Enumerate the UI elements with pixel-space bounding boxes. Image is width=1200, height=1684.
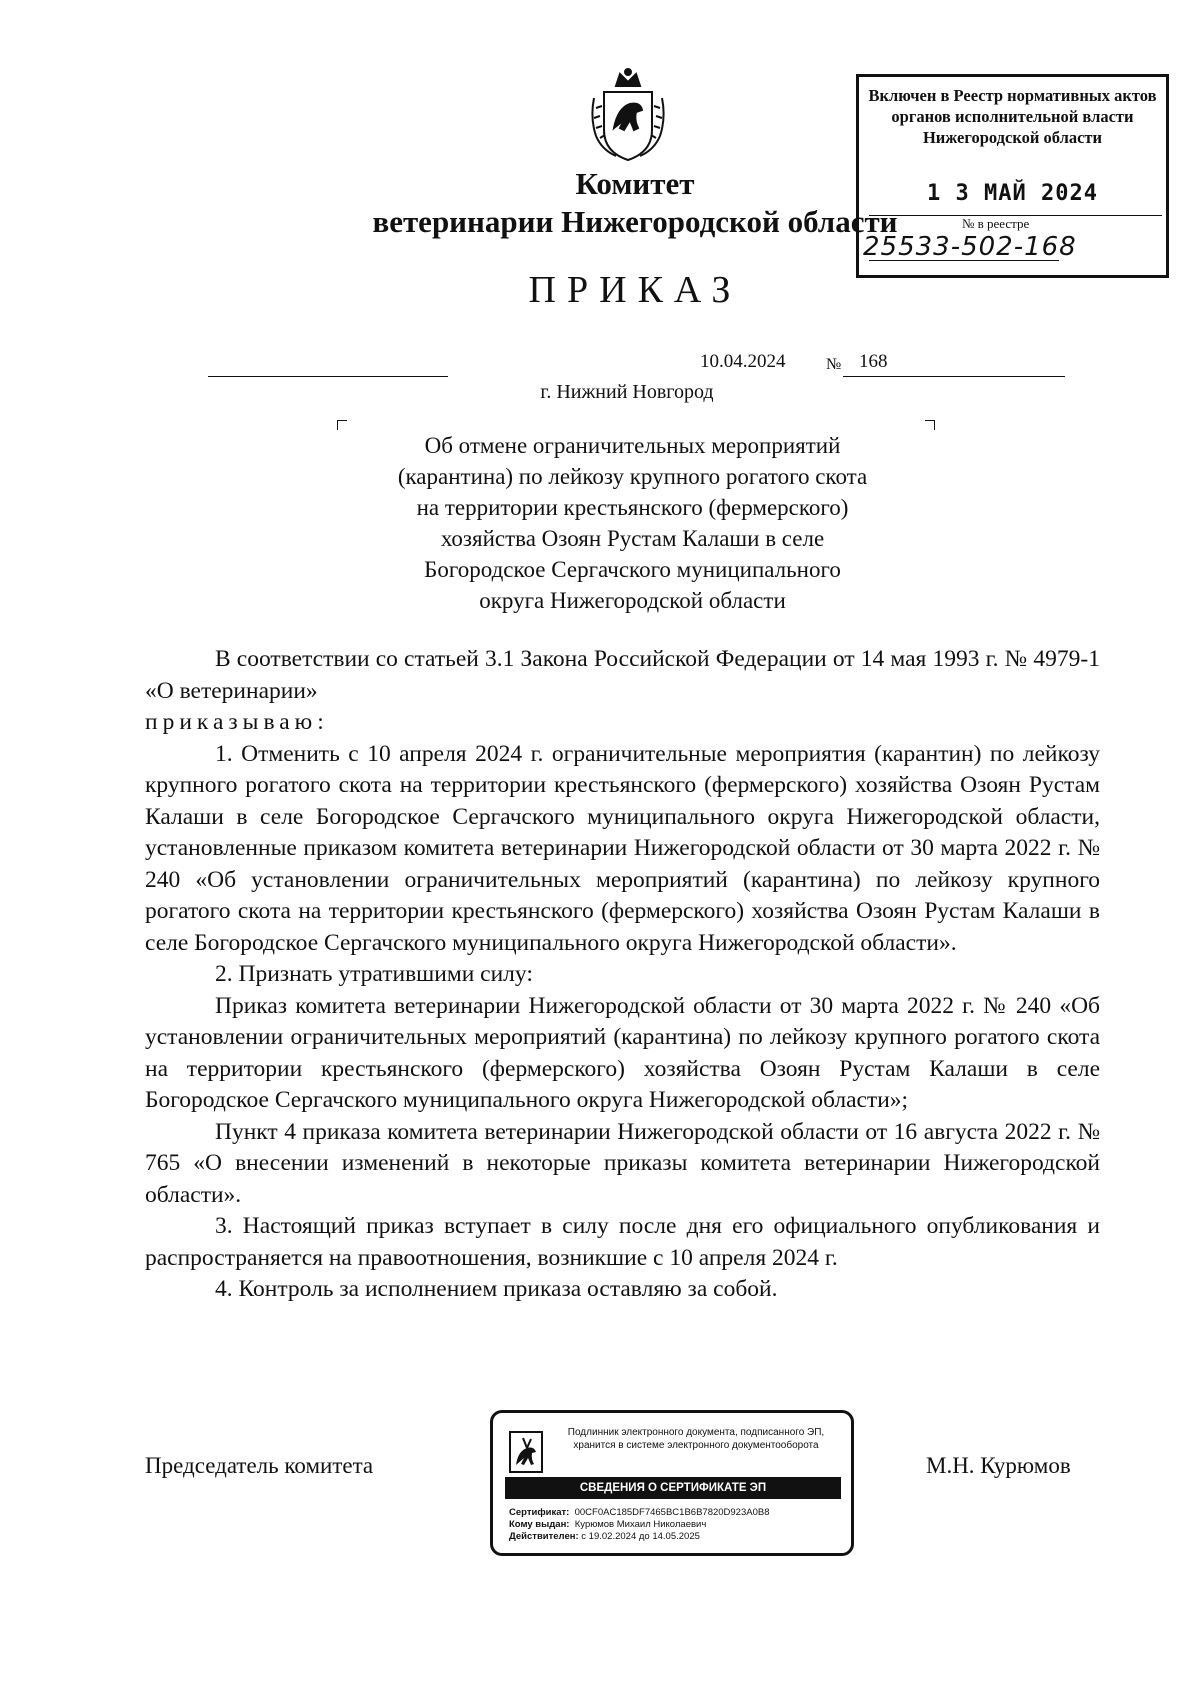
item-4: 4. Контроль за исполнением приказа оставляю за собой. [215,1276,778,1302]
title-line: округа Нижегородской области [479,588,786,613]
esign-certificate-info [509,1507,770,1543]
city: г. Нижний Новгород [540,381,714,403]
preamble: В соответствии со статьей 3.1 Закона Российской Федерации от 14 мая 1993 г. № 4979-1 «О ветеринарии» [145,646,1100,704]
order-title [340,430,925,616]
cert-value: 00CF0AC185DF7465BC1B6B7820D923A0B8 [574,1507,770,1518]
decree-word: приказываю: [145,709,329,735]
number-sign: № [826,356,842,373]
signer-name: М.Н. Курюмов [926,1453,1071,1478]
item-2b: Пункт 4 приказа комитета ветеринарии Нижегородской области от 16 августа 2022 г. № 765 «О внесении изменений в некоторые приказы комитета ветеринарии Нижегородской области». [145,1118,1100,1208]
esign-note-line: Подлинник электронного документа, подписанного ЭП, [567,1427,825,1438]
register-number: 25533-502-168 [863,232,1077,262]
order-date: 10.04.2024 [700,351,786,372]
title-line: Об отмене ограничительных мероприятий [424,433,841,458]
title-bracket-left [337,420,347,430]
item-2a: Приказ комитета ветеринарии Нижегородской области от 30 марта 2022 г. № 240 «Об установлении ограничительных мероприятий (карантина) по лейкозу крупного рогатого скота на территории крестьянского (фермерского) хозяйства Озоян Рустам Калаши в селе Богородское Сергачского муниципального округа Нижегородской области»; [145,992,1100,1113]
item-3: 3. Настоящий приказ вступает в силу после дня его официального опубликования и распространяется на правоотношения, возникшие с 10 апреля 2024 г. [145,1213,1100,1271]
deer-emblem-icon [509,1431,543,1473]
esign-note-line: хранится в системе электронного документооборота [573,1439,819,1451]
stamp-underline [869,260,1059,261]
esign-header-bar: СВЕДЕНИЯ О СЕРТИФИКАТЕ ЭП [505,1477,841,1499]
register-number-label: № в реестре [962,216,1030,231]
valid-row [509,1531,770,1543]
owner-value: Курюмов Михаил Николаевич [574,1519,707,1530]
owner-label: Кому выдан: [509,1519,570,1530]
electronic-signature-stamp [490,1410,854,1556]
title-bracket-right [925,420,935,430]
order-body [145,644,1100,1306]
org-name-line1: Комитет [575,166,695,201]
title-line: хозяйства Озоян Рустам Калаши в селе [440,526,825,551]
title-line: Богородское Сергачского муниципального [424,557,841,582]
valid-label: Действителен: [509,1531,579,1542]
number-underline [843,376,1065,377]
date-underline [208,376,448,377]
item-2: 2. Признать утратившими силу: [215,961,533,987]
document-type: ПРИКАЗ [528,269,742,311]
coat-of-arms-icon [590,68,666,164]
title-line: (карантина) по лейкозу крупного рогатого скота [397,464,868,489]
item-1: 1. Отменить с 10 апреля 2024 г. ограничительные мероприятия (карантин) по лейкозу крупного рогатого скота на территории крестьянского (фермерского) хозяйства Озоян Рустам Калаши в селе Богородское Сергачского муниципального округа Нижегородской области, установленные приказом комитета ветеринарии Нижегородской области от 30 марта 2022 г. № 240 «Об установлении ограничительных мероприятий (карантина) по лейкозу крупного рогатого скота на территории крестьянского (фермерского) хозяйства Озоян Рустам Калаши в селе Богородское Сергачского муниципального округа Нижегородской области». [145,740,1100,956]
org-name-line2: ветеринарии Нижегородской области [372,204,898,239]
cert-label: Сертификат: [509,1507,570,1518]
order-number: 168 [859,351,888,372]
valid-value: с 19.02.2024 до 14.05.2025 [581,1531,700,1542]
title-line: на территории крестьянского (фермерского) [416,495,849,520]
register-stamp-date: 1 3 МАЙ 2024 [927,181,1098,206]
register-stamp [856,74,1169,278]
signer-position: Председатель комитета [145,1453,374,1478]
owner-row [509,1519,770,1531]
register-stamp-text: Включен в Реестр нормативных актов органов исполнительной власти Нижегородской области [868,86,1157,147]
cert-row [509,1507,770,1519]
esign-note [551,1427,841,1452]
